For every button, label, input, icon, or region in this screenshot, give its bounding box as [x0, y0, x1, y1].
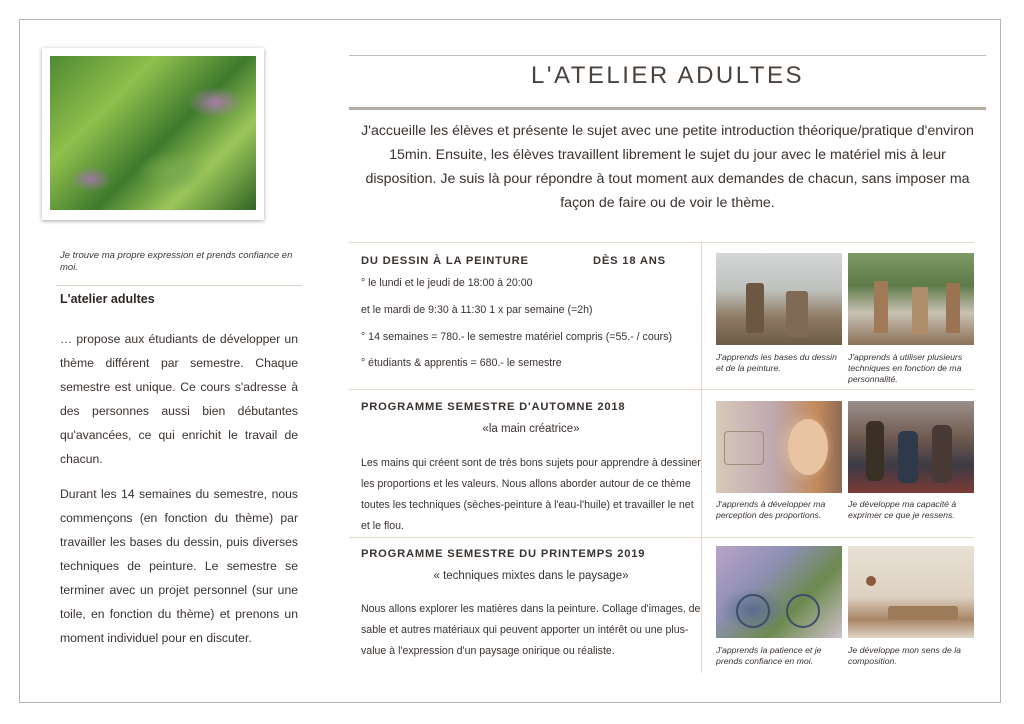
- left-title: L'atelier adultes: [60, 292, 155, 306]
- garden-easels-photo: [848, 253, 974, 345]
- price-line: ° 14 semaines = 780.- le semestre matériel compris (=55.- / cours): [361, 331, 672, 343]
- title-underline: [349, 107, 986, 110]
- collage-landscape-photo: [848, 546, 974, 638]
- section3-text: Nous allons explorer les matières dans la peinture. Collage d'images, de sable et autres matériaux qui peuvent apporter un intérêt ou une plus-value à l'expression d'un paysage onirique ou réaliste.: [361, 603, 701, 657]
- section2-title: PROGRAMME SEMESTRE D'AUTOMNE 2018: [361, 401, 626, 413]
- intro-text: J'accueille les élèves et présente le sujet avec une petite introduction théorique/pratique d'environ 15min. Ensuite, les élèves travaillent librement le sujet du jour avec le matériel mis à leur disposition. Je suis là pour répondre à tout moment aux demandes de chacun, sans imposer ma façon de faire ou de voir le thème.: [361, 123, 974, 211]
- schedule-line: ° le lundi et le jeudi de 18:00 à 20:00: [361, 277, 533, 289]
- section3-subtitle: « techniques mixtes dans le paysage»: [433, 570, 629, 582]
- schedule-line: et le mardi de 9:30 à 11:30 1 x par semaine (=2h): [361, 304, 593, 316]
- plant-photo: [42, 48, 264, 220]
- page-title: L'ATELIER ADULTES: [531, 62, 804, 89]
- photo-caption: J'apprends à utiliser plusieurs techniques en fonction de ma personnalité.: [848, 352, 963, 384]
- figures-painting-photo: [848, 401, 974, 493]
- column-divider: [701, 243, 702, 673]
- section-divider: [349, 242, 974, 243]
- section-divider: [349, 537, 974, 538]
- photo-caption: J'apprends les bases du dessin et de la peinture.: [716, 352, 837, 373]
- studio-photo: [716, 253, 842, 345]
- section1-age: DÈS 18 ANS: [593, 255, 666, 267]
- left-paragraph: … propose aux étudiants de développer un thème différent par semestre. Chaque semestre est unique. Ce cours s'adresse à des personnes aussi bien débutantes qu'avancées, ce qui enrichit le travail de chacun.: [60, 332, 298, 466]
- section-divider: [349, 389, 974, 390]
- left-paragraph: Durant les 14 semaines du semestre, nous commençons (en fonction du thème) par travailler les bases du dessin, puis diverses techniques de peinture. Le semestre se terminer avec un projet personnel (sur une toile, en fonction du thème) et prenons un moment individuel pour en discuter.: [60, 487, 298, 645]
- section2-text: Les mains qui créent sont de très bons sujets pour apprendre à dessiner les proportions et les valeurs. Nous allons aborder autour de ce thème toutes les techniques (sèches-peinture à l'eau-l'huile) et travailler le net et le flou.: [361, 457, 701, 532]
- section1-title: DU DESSIN À LA PEINTURE: [361, 255, 529, 267]
- bicycle-painting-photo: [716, 546, 842, 638]
- section3-title: PROGRAMME SEMESTRE DU PRINTEMPS 2019: [361, 548, 646, 560]
- divider: [349, 55, 986, 56]
- photo-caption: Je développe mon sens de la composition.: [848, 645, 962, 666]
- photo-caption: Je trouve ma propre expression et prends confiance en moi.: [60, 250, 293, 273]
- plant-painting-image: [50, 56, 256, 210]
- left-description: [60, 327, 298, 661]
- portrait-painting-photo: [716, 401, 842, 493]
- photo-caption: J'apprends la patience et je prends confiance en moi.: [716, 645, 822, 666]
- photo-caption: Je développe ma capacité à exprimer ce que je ressens.: [848, 499, 957, 520]
- photo-caption: J'apprends à développer ma perception des proportions.: [716, 499, 826, 520]
- divider: [56, 285, 302, 286]
- price-line: ° étudiants & apprentis = 680.- le semestre: [361, 357, 562, 369]
- section2-subtitle: «la main créatrice»: [482, 423, 580, 435]
